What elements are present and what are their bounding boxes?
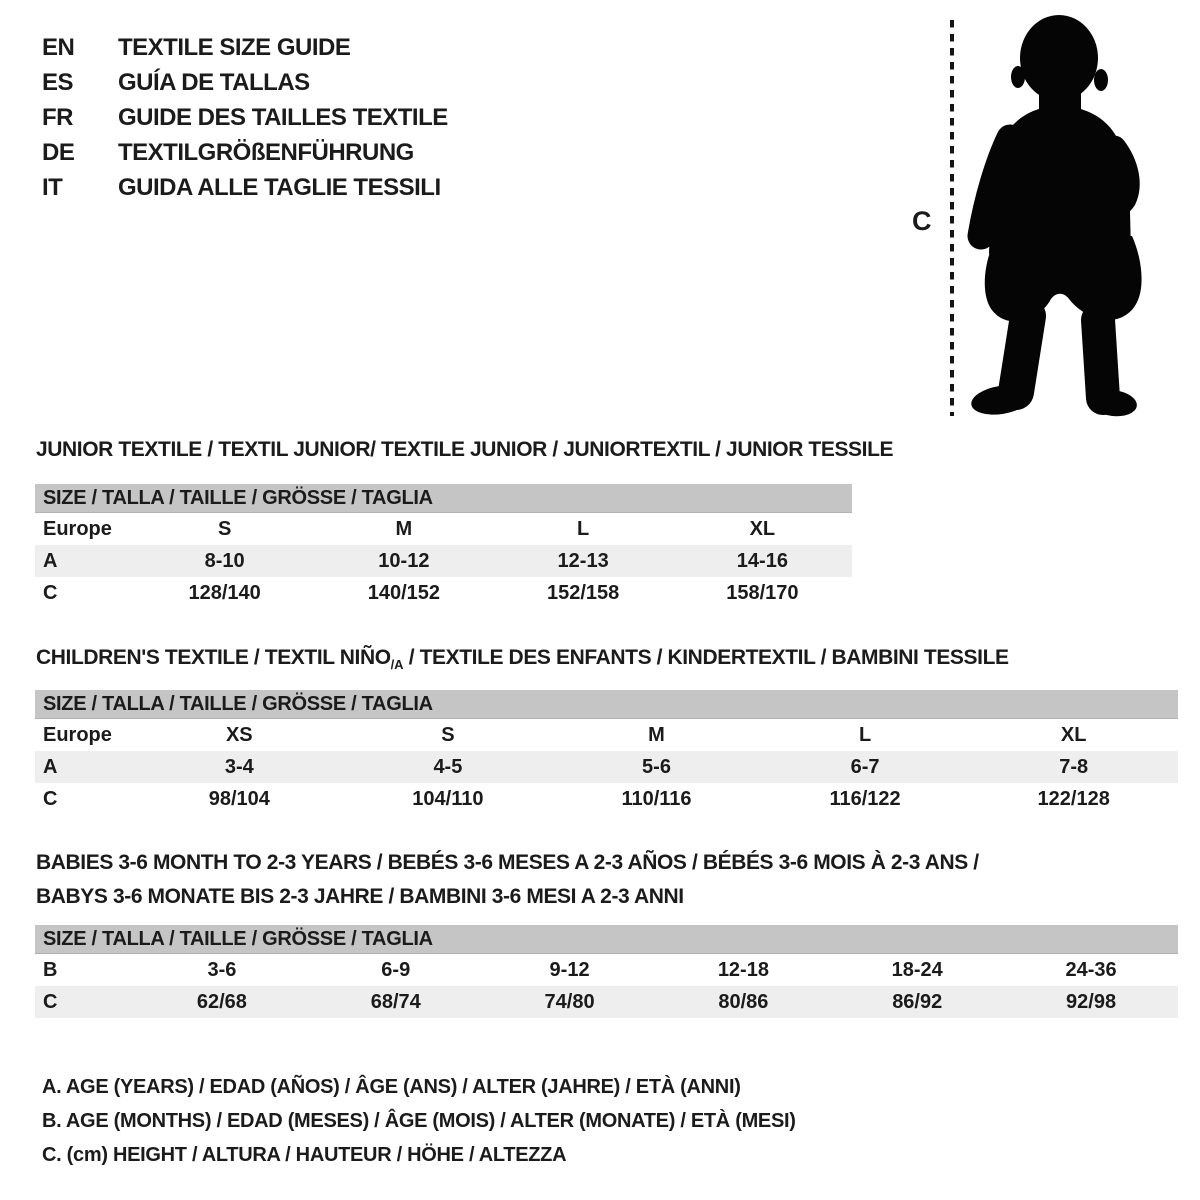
lang-row-es — [42, 65, 448, 100]
junior-size-table — [35, 484, 852, 609]
measurement-legend — [42, 1070, 796, 1172]
toddler-silhouette — [969, 15, 1141, 419]
lang-title: GUIDA ALLE TAGLIE TESSILI — [118, 173, 441, 201]
lang-title: GUIDE DES TAILLES TEXTILE — [118, 103, 448, 131]
table-row — [35, 513, 852, 545]
table-row — [35, 577, 852, 609]
table-row — [35, 751, 1178, 783]
lang-title: TEXTILE SIZE GUIDE — [118, 33, 351, 61]
age-cell: 18-24 — [891, 958, 943, 981]
table-row — [35, 954, 1178, 986]
age-cell: 5-6 — [642, 755, 671, 778]
age-cell: 14-16 — [736, 549, 788, 572]
legend-height-cm: C. (cm) HEIGHT / ALTURA / HAUTEUR / HÖHE / ALTEZZA — [42, 1144, 567, 1166]
children-section-title — [36, 641, 1009, 677]
height-cell: 116/122 — [829, 787, 901, 810]
height-cell: 98/104 — [208, 787, 270, 810]
height-cell: 128/140 — [188, 581, 261, 604]
age-cell: 12-13 — [557, 549, 609, 572]
lang-row-en — [42, 30, 448, 65]
children-title-pre: CHILDREN'S TEXTILE / TEXTIL NIÑO — [36, 646, 391, 669]
height-cell: 62/68 — [196, 990, 247, 1013]
age-cell: 8-10 — [204, 549, 245, 572]
height-cell: 92/98 — [1066, 990, 1117, 1013]
age-cell: 6-9 — [381, 958, 411, 981]
height-cell: 110/116 — [621, 787, 692, 810]
height-figure — [900, 0, 1200, 430]
size-cell: XS — [225, 723, 253, 746]
legend-age-months: B. AGE (MONTHS) / EDAD (MESES) / ÂGE (MOIS) / ALTER (MONATE) / ETÀ (MESI) — [42, 1110, 796, 1132]
lang-code: DE — [42, 138, 75, 166]
age-cell: 3-4 — [224, 755, 254, 778]
table-row — [35, 719, 1178, 751]
lang-code: EN — [42, 33, 75, 61]
row-label: Europe — [43, 723, 112, 746]
size-cell: L — [577, 517, 590, 540]
age-cell: 9-12 — [549, 958, 590, 981]
height-cell: 104/110 — [412, 787, 484, 810]
height-measure-label: C — [912, 206, 932, 236]
height-cell: 152/158 — [546, 581, 620, 604]
height-cell: 158/170 — [726, 581, 799, 604]
age-cell: 4-5 — [433, 755, 463, 778]
height-cell: 86/92 — [892, 990, 943, 1013]
lang-title: TEXTILGRÖßENFÜHRUNG — [118, 138, 414, 166]
size-cell: M — [648, 723, 665, 746]
babies-title-line2: BABYS 3-6 MONATE BIS 2-3 JAHRE / BAMBINI 3-6 MESI A 2-3 ANNI — [36, 885, 684, 908]
children-size-table — [35, 690, 1178, 815]
height-cell: 68/74 — [370, 990, 421, 1013]
junior-section-title: JUNIOR TEXTILE / TEXTIL JUNIOR/ TEXTILE JUNIOR / JUNIORTEXTIL / JUNIOR TESSILE — [36, 438, 894, 461]
row-label: B — [43, 958, 58, 981]
height-cell: 74/80 — [544, 990, 595, 1013]
row-label: A — [43, 549, 58, 572]
size-cell: M — [395, 517, 413, 540]
table-row — [35, 545, 852, 577]
size-header-bar: SIZE / TALLA / TAILLE / GRÖSSE / TAGLIA — [35, 484, 852, 513]
size-cell: XL — [749, 517, 776, 540]
table-row — [35, 986, 1178, 1018]
babies-section-title — [36, 846, 979, 914]
height-cell: 80/86 — [718, 990, 769, 1013]
height-cell: 140/152 — [367, 581, 441, 604]
size-header-bar: SIZE / TALLA / TAILLE / GRÖSSE / TAGLIA — [35, 690, 1178, 719]
age-cell: 7-8 — [1059, 755, 1089, 778]
size-cell: S — [217, 517, 232, 540]
lang-row-de — [42, 135, 448, 170]
language-title-list — [42, 30, 448, 205]
age-cell: 12-18 — [717, 958, 769, 981]
babies-size-table — [35, 925, 1178, 1018]
baby-silhouette-illustration — [900, 0, 1200, 430]
size-cell: XL — [1060, 723, 1087, 746]
row-label: Europe — [43, 517, 112, 540]
age-cell: 24-36 — [1065, 958, 1117, 981]
legend-age-years: A. AGE (YEARS) / EDAD (AÑOS) / ÂGE (ANS) / ALTER (JAHRE) / ETÀ (ANNI) — [42, 1076, 741, 1098]
age-cell: 6-7 — [850, 755, 880, 778]
row-label: C — [43, 787, 58, 810]
age-cell: 3-6 — [207, 958, 237, 981]
size-cell: L — [858, 723, 872, 746]
height-cell: 122/128 — [1037, 787, 1110, 810]
row-label: C — [43, 990, 58, 1013]
lang-row-it — [42, 170, 448, 205]
row-label: A — [43, 755, 58, 778]
lang-code: FR — [42, 103, 73, 131]
children-title-sub: /A — [390, 657, 404, 672]
children-title-post: / TEXTILE DES ENFANTS / KINDERTEXTIL / BAMBINI TESSILE — [403, 646, 1009, 669]
size-header-bar: SIZE / TALLA / TAILLE / GRÖSSE / TAGLIA — [35, 925, 1178, 954]
row-label: C — [43, 581, 58, 604]
age-cell: 10-12 — [378, 549, 430, 572]
table-row — [35, 783, 1178, 815]
lang-row-fr — [42, 100, 448, 135]
size-cell: S — [441, 723, 455, 746]
lang-title: GUÍA DE TALLAS — [118, 68, 310, 96]
lang-code: IT — [42, 173, 63, 201]
lang-code: ES — [42, 68, 74, 96]
babies-title-line1: BABIES 3-6 MONTH TO 2-3 YEARS / BEBÉS 3-6 MESES A 2-3 AÑOS / BÉBÉS 3-6 MOIS À 2-3 ANS / — [36, 851, 979, 874]
